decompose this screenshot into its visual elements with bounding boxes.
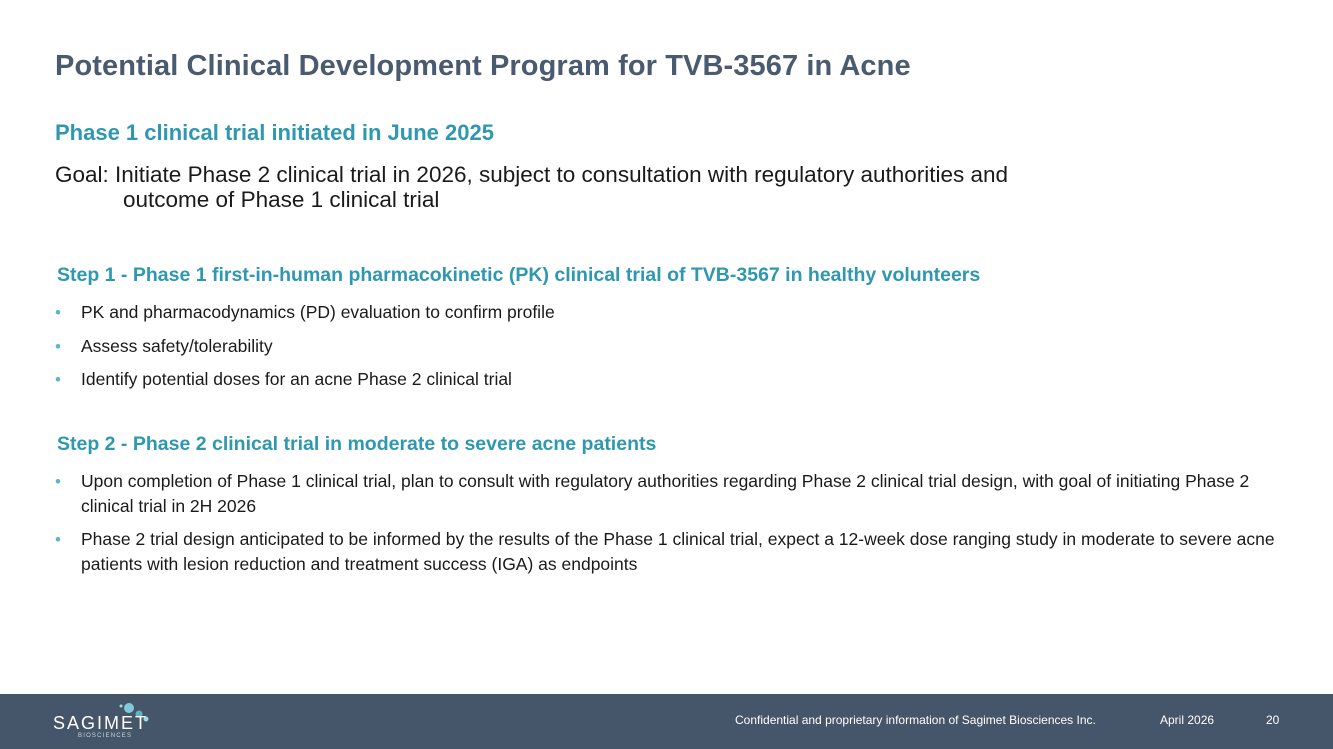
goal-line-2: outcome of Phase 1 clinical trial xyxy=(123,187,440,212)
goal-line-1: Initiate Phase 2 clinical trial in 2026, subject to consultation with regulatory authorities and xyxy=(115,162,1009,187)
logo-wordmark: SAGIMET xyxy=(53,713,149,733)
bullet-icon: • xyxy=(55,472,61,491)
bullet-text: Upon completion of Phase 1 clinical trial, plan to consult with regulatory authorities regarding Phase 2 clinical trial design, with goal of initiating Phase 2 clinical trial in 2H 2026 xyxy=(81,471,1250,516)
list-item xyxy=(55,367,1275,392)
logo-subtitle: BIOSCIENCES xyxy=(78,733,133,739)
bullet-icon: • xyxy=(55,337,61,356)
step2-heading: Step 2 - Phase 2 clinical trial in moderate to severe acne patients xyxy=(57,433,657,455)
list-item xyxy=(55,334,1275,359)
bullet-icon: • xyxy=(55,303,61,322)
footer-date: April 2026 xyxy=(1160,713,1215,727)
bullet-icon: • xyxy=(55,530,61,549)
bullet-icon: • xyxy=(55,370,61,389)
list-item xyxy=(55,469,1275,519)
bullet-text: Assess safety/tolerability xyxy=(81,336,273,356)
confidential-notice: Confidential and proprietary information of Sagimet Biosciences Inc. xyxy=(735,713,1096,727)
footer-bar xyxy=(0,694,1333,749)
list-item xyxy=(55,527,1275,577)
step2-bullet-list xyxy=(55,469,1275,577)
bullet-text: PK and pharmacodynamics (PD) evaluation to confirm profile xyxy=(81,302,555,322)
bullet-text: Phase 2 trial design anticipated to be informed by the results of the Phase 1 clinical trial, expect a 12-week dose ranging study in moderate to severe acne patients with lesion reduction and treatment success (IGA) as endpoints xyxy=(81,529,1275,574)
list-item xyxy=(55,300,1275,325)
slide-title: Potential Clinical Development Program for TVB-3567 in Acne xyxy=(55,50,911,82)
goal-label: Goal: xyxy=(55,162,116,187)
page-number: 20 xyxy=(1266,713,1280,727)
phase-status: Phase 1 clinical trial initiated in June 2025 xyxy=(55,120,494,145)
step1-bullet-list xyxy=(55,300,1275,392)
company-logo xyxy=(53,702,163,744)
goal-statement xyxy=(55,162,1255,212)
step1-heading: Step 1 - Phase 1 first-in-human pharmacokinetic (PK) clinical trial of TVB-3567 in healthy volunteers xyxy=(57,264,981,286)
bullet-text: Identify potential doses for an acne Phase 2 clinical trial xyxy=(81,369,512,389)
